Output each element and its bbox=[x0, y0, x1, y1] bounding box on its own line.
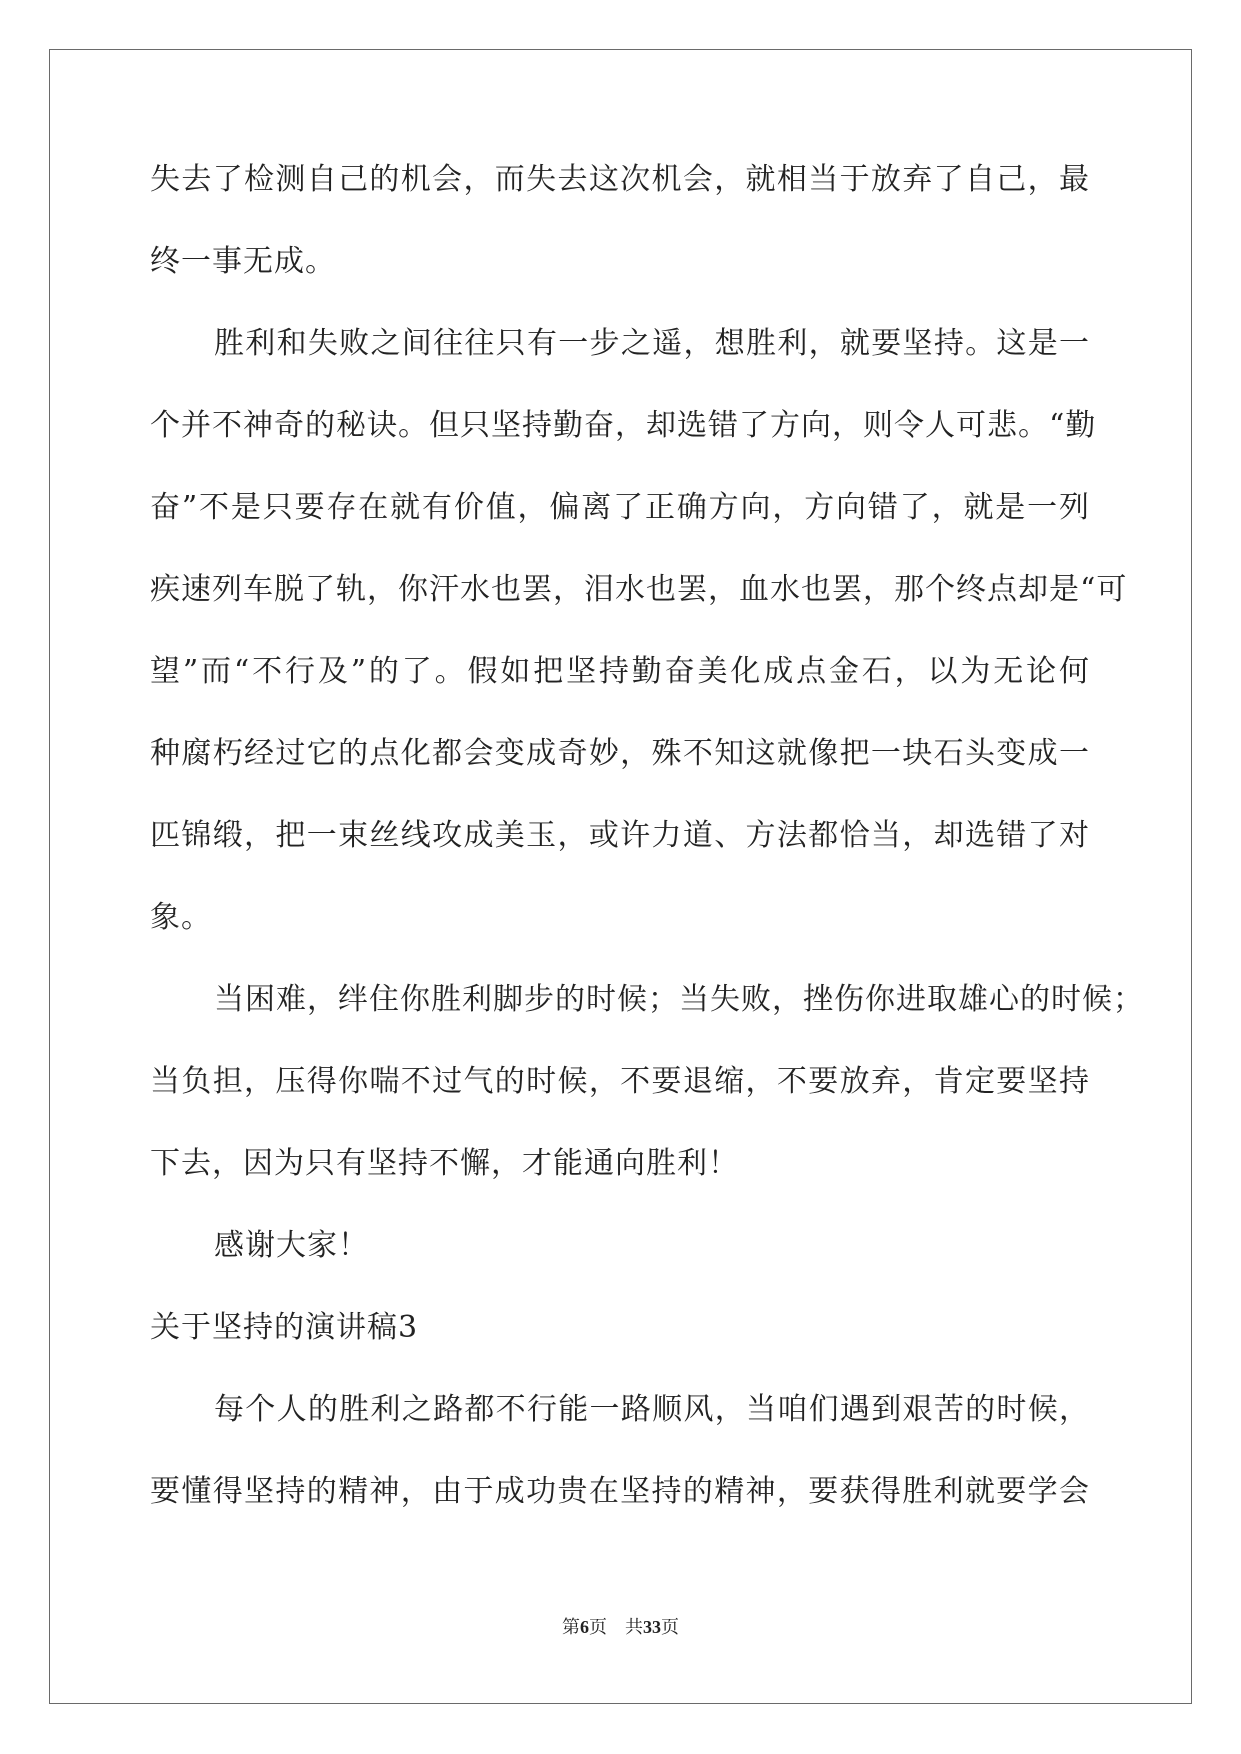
footer-suffix: 页 bbox=[661, 1617, 679, 1638]
closing-line: 感谢大家！ bbox=[214, 1228, 369, 1263]
text-line: 匹锦缎，把一束丝线攻成美玉，或许力道、方法都恰当，却选错了对 bbox=[150, 818, 1090, 853]
page-total: 33 bbox=[643, 1617, 661, 1637]
text-line: 望”而“不行及”的了。假如把坚持勤奋美化成点金石，以为无论何 bbox=[150, 654, 1090, 689]
text-line: 失去了检测自己的机会，而失去这次机会，就相当于放弃了自己，最 bbox=[150, 162, 1090, 197]
text-line: 当负担，压得你喘不过气的时候，不要退缩，不要放弃，肯定要坚持 bbox=[150, 1064, 1090, 1099]
paragraph-start-line: 胜利和失败之间往往只有一步之遥，想胜利，就要坚持。这是一 bbox=[214, 326, 1090, 361]
text-line: 象。 bbox=[150, 900, 212, 935]
text-line: 终一事无成。 bbox=[150, 244, 336, 279]
page-number: 6 bbox=[580, 1617, 589, 1637]
footer-prefix: 第 bbox=[562, 1617, 580, 1638]
text-line: 奋”不是只要存在就有价值，偏离了正确方向，方向错了，就是一列 bbox=[150, 490, 1090, 525]
page-footer bbox=[0, 1616, 1241, 1639]
text-line: 疾速列车脱了轨，你汗水也罢，泪水也罢，血水也罢，那个终点却是“可 bbox=[150, 572, 1128, 607]
paragraph-start-line: 每个人的胜利之路都不行能一路顺风，当咱们遇到艰苦的时候， bbox=[214, 1392, 1090, 1427]
section-heading: 关于坚持的演讲稿3 bbox=[150, 1310, 419, 1345]
text-line: 个并不神奇的秘诀。但只坚持勤奋，却选错了方向，则令人可悲。“勤 bbox=[150, 408, 1097, 443]
text-line: 种腐朽经过它的点化都会变成奇妙，殊不知这就像把一块石头变成一 bbox=[150, 736, 1090, 771]
footer-mid: 页 共 bbox=[589, 1617, 643, 1638]
text-line: 要懂得坚持的精神，由于成功贵在坚持的精神，要获得胜利就要学会 bbox=[150, 1474, 1090, 1509]
paragraph-start-line: 当困难，绊住你胜利脚步的时候；当失败，挫伤你进取雄心的时候； bbox=[214, 982, 1144, 1017]
text-line: 下去，因为只有坚持不懈，才能通向胜利！ bbox=[150, 1146, 739, 1181]
document-body bbox=[150, 160, 1144, 1554]
